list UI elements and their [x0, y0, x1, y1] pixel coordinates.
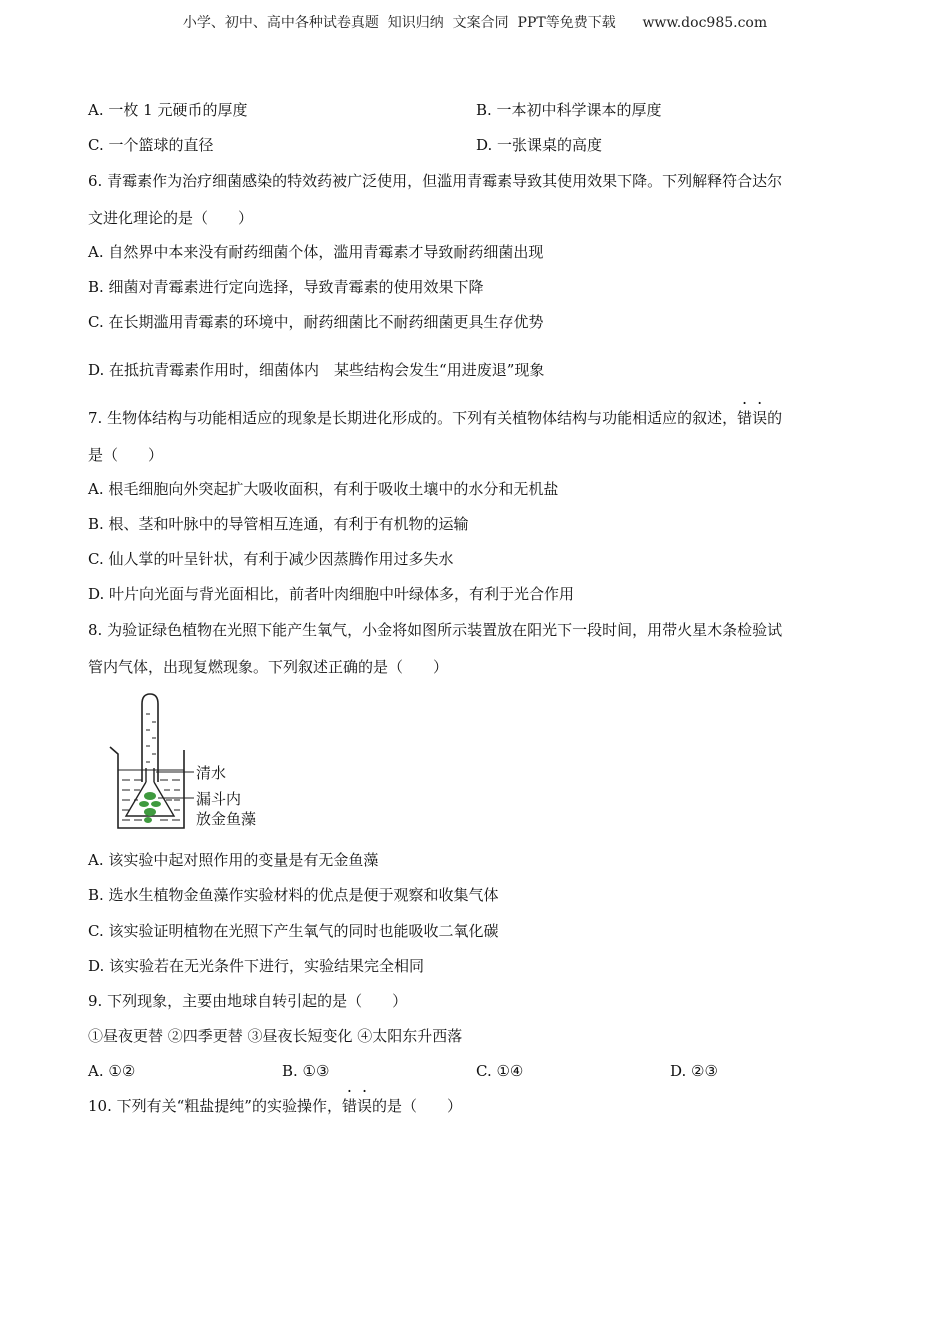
q7-emphasis-2: 误	[752, 409, 768, 427]
q9-option-d: D. ②③	[670, 1062, 718, 1080]
q6-option-c: C. 在长期滥用青霉素的环境中，耐药细菌比不耐药细菌更具生存优势	[88, 313, 544, 331]
label-waterweed: 放金鱼藻	[196, 810, 257, 828]
q8-stem-line1: 8. 为验证绿色植物在光照下能产生氧气，小金将如图所示装置放在阳光下一段时间，用带火星木条检验试	[88, 621, 783, 639]
q9-items: ①昼夜更替 ②四季更替 ③昼夜长短变化 ④太阳东升西落	[88, 1027, 463, 1045]
q10-emphasis-1: 错	[341, 1097, 357, 1115]
q9-option-c: C. ①④	[476, 1062, 524, 1080]
q7-emphasis-1: 错	[737, 409, 753, 427]
q10-emphasis-2: 误	[356, 1097, 372, 1115]
q8-stem-line2: 管内气体，出现复燃现象。下列叙述正确的是（ ）	[88, 658, 449, 676]
q9-stem: 9. 下列现象，主要由地球自转引起的是（ ）	[88, 992, 408, 1010]
q7-stem-line2: 是（ ）	[88, 446, 164, 464]
q5-option-a: A. 一枚 1 元硬币的厚度	[88, 101, 248, 119]
q6-stem-line2: 文进化理论的是（ ）	[88, 209, 254, 227]
waterweed-plant	[139, 792, 161, 823]
label-clear-water: 清水	[196, 764, 227, 782]
q7-stem-text: 7. 生物体结构与功能相适应的现象是长期进化形成的。下列有关植物体结构与功能相适应的叙述，	[88, 409, 738, 427]
q10-stem-tail: 的是（ ）	[372, 1097, 463, 1115]
q9-option-b: B. ①③	[282, 1062, 330, 1080]
q7-option-c: C. 仙人掌的叶呈针状，有利于减少因蒸腾作用过多失水	[88, 550, 454, 568]
q7-option-a: A. 根毛细胞向外突起扩大吸收面积，有利于吸收土壤中的水分和无机盐	[88, 480, 559, 498]
q8-option-b: B. 选水生植物金鱼藻作实验材料的优点是便于观察和收集气体	[88, 886, 499, 904]
label-inside-funnel: 漏斗内	[196, 790, 242, 808]
experiment-apparatus-figure	[108, 692, 278, 832]
q5-option-c: C. 一个篮球的直径	[88, 136, 214, 154]
q6-option-b: B. 细菌对青霉素进行定向选择，导致青霉素的使用效果下降	[88, 278, 484, 296]
q5-option-d: D. 一张课桌的高度	[476, 136, 603, 154]
tube-water-dashes	[146, 714, 156, 770]
q7-option-b: B. 根、茎和叶脉中的导管相互连通，有利于有机物的运输	[88, 515, 469, 533]
q9-option-a: A. ①②	[88, 1062, 136, 1080]
q5-option-b: B. 一本初中科学课本的厚度	[476, 101, 662, 119]
page-header: 小学、初中、高中各种试卷真题 知识归纳 文案合同 PPT等免费下载 www.doc985.com	[182, 15, 768, 31]
q6-option-d: D. 在抵抗青霉素作用时，细菌体内 某些结构会发生“用进废退”现象	[88, 361, 545, 379]
q8-option-a: A. 该实验中起对照作用的变量是有无金鱼藻	[88, 851, 379, 869]
q8-option-d: D. 该实验若在无光条件下进行，实验结果完全相同	[88, 957, 425, 975]
q10-stem	[88, 1095, 462, 1117]
q6-option-a: A. 自然界中本来没有耐药细菌个体，滥用青霉素才导致耐药细菌出现	[88, 243, 544, 261]
q8-option-c: C. 该实验证明植物在光照下产生氧气的同时也能吸收二氧化碳	[88, 922, 499, 940]
q10-stem-text: 10. 下列有关“粗盐提纯”的实验操作，	[88, 1097, 342, 1115]
q6-stem-line1: 6. 青霉素作为治疗细菌感染的特效药被广泛使用，但滥用青霉素导致其使用效果下降。下列解释符合达尔	[88, 172, 783, 190]
q7-option-d: D. 叶片向光面与背光面相比，前者叶肉细胞中叶绿体多，有利于光合作用	[88, 585, 575, 603]
q7-stem-line1	[88, 407, 782, 429]
q7-stem-tail: 的	[767, 409, 783, 427]
